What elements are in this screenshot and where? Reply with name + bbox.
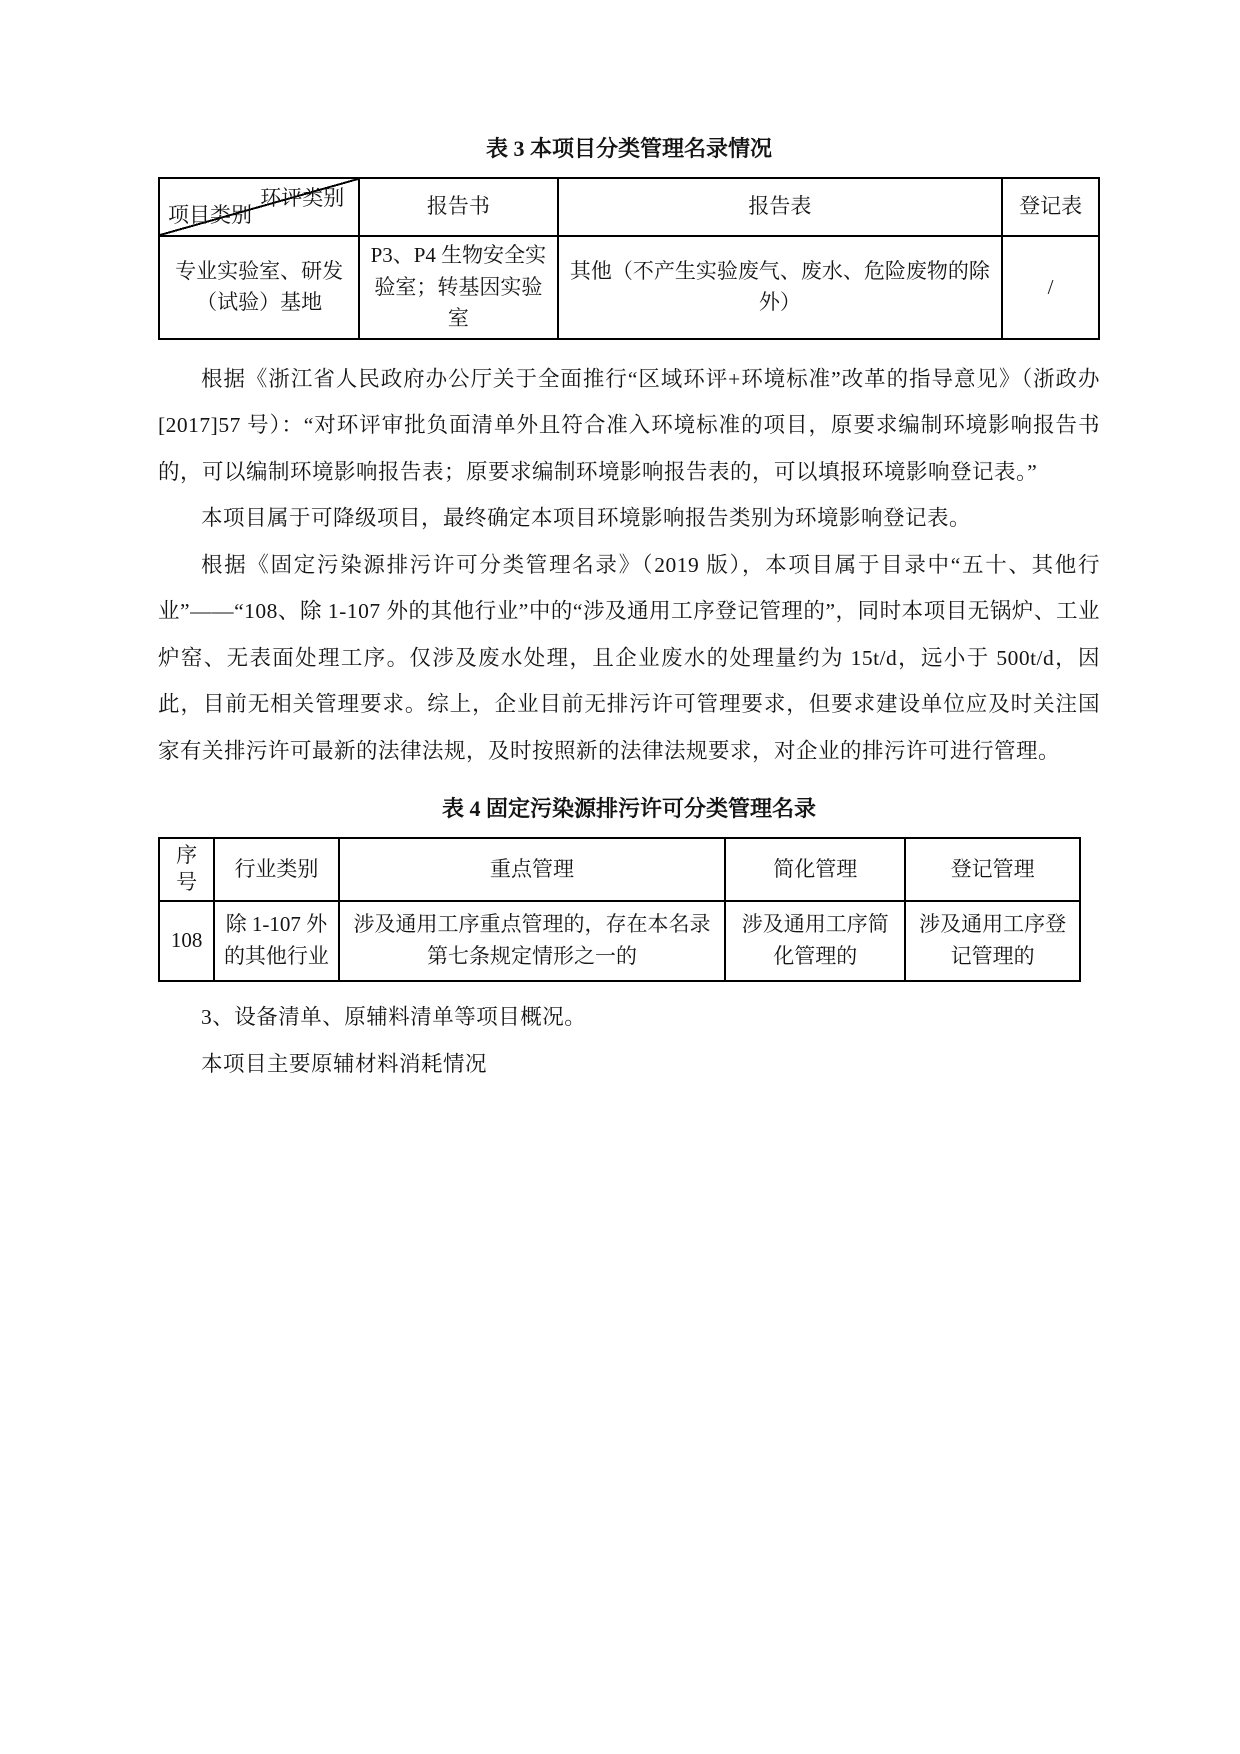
- paragraph-1: 根据《浙江省人民政府办公厅关于全面推行“区域环评+环境标准”改革的指导意见》（浙政办[2017]57 号）：“对环评审批负面清单外且符合准入环境标准的项目，原要求编制环境影响报告书的，可以编制环境影响报告表；原要求编制环境影响报告表的，可以填报环境影响登记表。”: [158, 366, 1100, 484]
- tail-line-1: 3、设备清单、原辅料清单等项目概况。: [201, 1004, 587, 1029]
- paragraph-2: 本项目属于可降级项目，最终确定本项目环境影响报告类别为环境影响登记表。: [201, 506, 972, 530]
- diagonal-label-top: 环评类别: [260, 186, 345, 210]
- table4-header-jianhua: 简化管理: [725, 838, 905, 901]
- table4-cell-jianhua: 涉及通用工序简化管理的: [725, 901, 905, 981]
- table3-header-row: [159, 178, 1099, 236]
- table3-diagonal-header-cell: [159, 178, 359, 236]
- paragraph-3: 根据《固定污染源排污许可分类管理名录》（2019 版），本项目属于目录中“五十、其他行业”——“108、除 1-107 外的其他行业”中的“涉及通用工序登记管理的”，同时本项目无锅炉、工业炉窑、无表面处理工序。仅涉及废水处理，且企业废水的处理量约为 15t/d，远小于 500t/d，因此，目前无相关管理要求。综上，企业目前无排污许可管理要求，但要求建设单位应及时关注国家有关排污许可最新的法律法规，及时按照新的法律法规要求，对企业的排污许可进行管理。: [158, 552, 1100, 763]
- table4-data-row: [159, 901, 1080, 981]
- table3-header-dengjibiao: 登记表: [1002, 178, 1099, 236]
- table3-data-row: [159, 236, 1099, 339]
- table4-title: 表 4 固定污染源排污许可分类管理名录: [441, 796, 816, 821]
- table3-header-baogaoshu: 报告书: [359, 178, 557, 236]
- diagonal-label-bottom: 项目类别: [168, 202, 252, 227]
- table4-header-row: [159, 838, 1080, 901]
- table4-cell-dengji: 涉及通用工序登记管理的: [905, 901, 1080, 981]
- table4-header-xuhao: 序号: [159, 838, 214, 901]
- table3-header-baogaobiao: 报告表: [558, 178, 1003, 236]
- table4-cell-zhongdian: 涉及通用工序重点管理的，存在本名录第七条规定情形之一的: [339, 901, 726, 981]
- table3: [158, 177, 1100, 340]
- table4-header-dengji: 登记管理: [905, 838, 1080, 901]
- table4-cell-xuhao: 108: [159, 901, 214, 981]
- table3-title: 表 3 本项目分类管理名录情况: [485, 136, 772, 161]
- table3-cell-baogaoshu: P3、P4 生物安全实验室；转基因实验室: [359, 236, 557, 339]
- table3-cell-category: 专业实验室、研发（试验）基地: [159, 236, 359, 339]
- table4-cell-hangye: 除 1-107 外的其他行业: [214, 901, 338, 981]
- tail-text: [158, 994, 1100, 1088]
- table4-header-zhongdian: 重点管理: [339, 838, 726, 901]
- table4: [158, 837, 1081, 982]
- table4-header-hangye: 行业类别: [214, 838, 338, 901]
- table3-cell-dengjibiao: /: [1002, 236, 1099, 339]
- table3-cell-baogaobiao: 其他（不产生实验废气、废水、危险废物的除外）: [558, 236, 1003, 339]
- tail-line-2: 本项目主要原辅材料消耗情况: [201, 1051, 488, 1076]
- body-text: [158, 356, 1100, 775]
